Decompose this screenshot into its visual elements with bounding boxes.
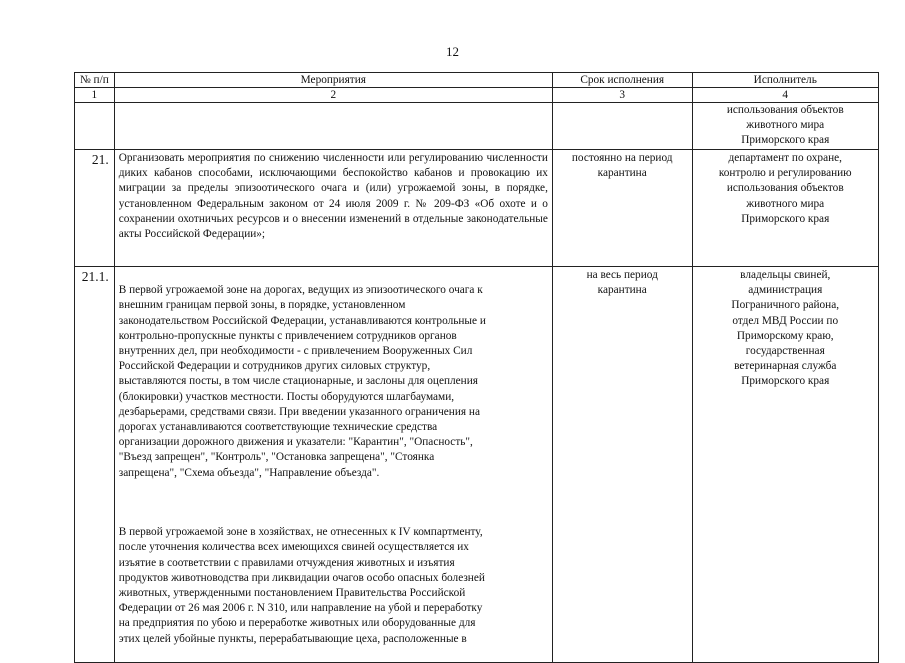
- action-paragraph: В первой угрожаемой зоне на дорогах, ведущих из эпизоотического очага к внешним границам первой зоны, в порядке, установленном законодательством Российской Федерации, устанавливаются контрольные и контрольно-пропускные пункты с привлечением сотрудников органов внутренних дел, при необходимости - с привлечением Вооруженных Сил Российской Федерации и сотрудников других силовых структур, выставляются посты, в том числе стационарные, и заслоны для оцепления (блокировки) участков местности. Посты оборудуются шлагбаумами, дезбарьерами, средствами связи. При введении указанного ограничения на дорогах устанавливаются соответствующие технические средства организации дорожного движения и указатели: "Карантин", "Опасность", "Въезд запрещен", "Контроль", "Остановка запрещена", "Стоянка запрещена", "Схема объезда", "Направление объезда".: [118, 284, 486, 479]
- action-paragraph: В первой угрожаемой зоне в хозяйствах, не отнесенных к IV компартменту, после уточнения количества всех имеющихся свиней осуществляется их изъятие в соответствии с правилами отчуждения животных и изъятия продуктов животноводства при ликвидации очагов особо опасных болезней животных, утвержденными постановлением Правительства Российской Федерации от 26 мая 2006 г. N 310, или направление на убой и переработку на предприятия по убою и переработке животных или оборудованные для этих целей убойные пункты, перерабатывающие цеха, расположенные в: [118, 526, 485, 645]
- cell-action: [114, 267, 552, 663]
- header-executor: Исполнитель: [692, 73, 879, 88]
- cell-number: 21.: [75, 150, 115, 267]
- cell-executor: департамент по охране, контролю и регулированию использования объектов животного мира Приморского края: [692, 150, 879, 267]
- cell-term: на весь период карантина: [552, 267, 692, 663]
- column-number-row: [75, 88, 879, 103]
- cell-number: 21.1.: [75, 267, 115, 663]
- column-number: 1: [75, 88, 115, 103]
- column-number: 2: [114, 88, 552, 103]
- cell-executor: использования объектов животного мира Приморского края: [692, 103, 879, 150]
- cell-action: [114, 103, 552, 150]
- cell-executor: владельцы свиней, администрация Пограничного района, отдел МВД России по Приморскому краю, государственная ветеринарная служба Приморского края: [692, 267, 879, 663]
- column-number: 3: [552, 88, 692, 103]
- table-row-21-1: [75, 267, 879, 663]
- column-number: 4: [692, 88, 879, 103]
- page-number: 12: [446, 44, 459, 59]
- cell-term: постоянно на период карантина: [552, 150, 692, 267]
- cell-action: Организовать мероприятия по снижению численности или регулированию численности диких кабанов способами, исключающими беспокойство кабанов и провокацию их миграции за пределы эпизоотического очага и (или) угрожаемой зоны, в порядке, установленном Федеральным законом от 24 июля 2009 г. № 209-ФЗ «Об охоте и о сохранении охотничьих ресурсов и о внесении изменений в отдельные законодательные акты Российской Федерации»;: [114, 150, 552, 267]
- header-number: № п/п: [75, 73, 115, 88]
- header-actions: Мероприятия: [114, 73, 552, 88]
- measures-table: [74, 72, 879, 663]
- table-row-21: [75, 150, 879, 267]
- cell-term: [552, 103, 692, 150]
- cell-number: [75, 103, 115, 150]
- header-term: Срок исполнения: [552, 73, 692, 88]
- table-row-continuation: [75, 103, 879, 150]
- header-row: [75, 73, 879, 88]
